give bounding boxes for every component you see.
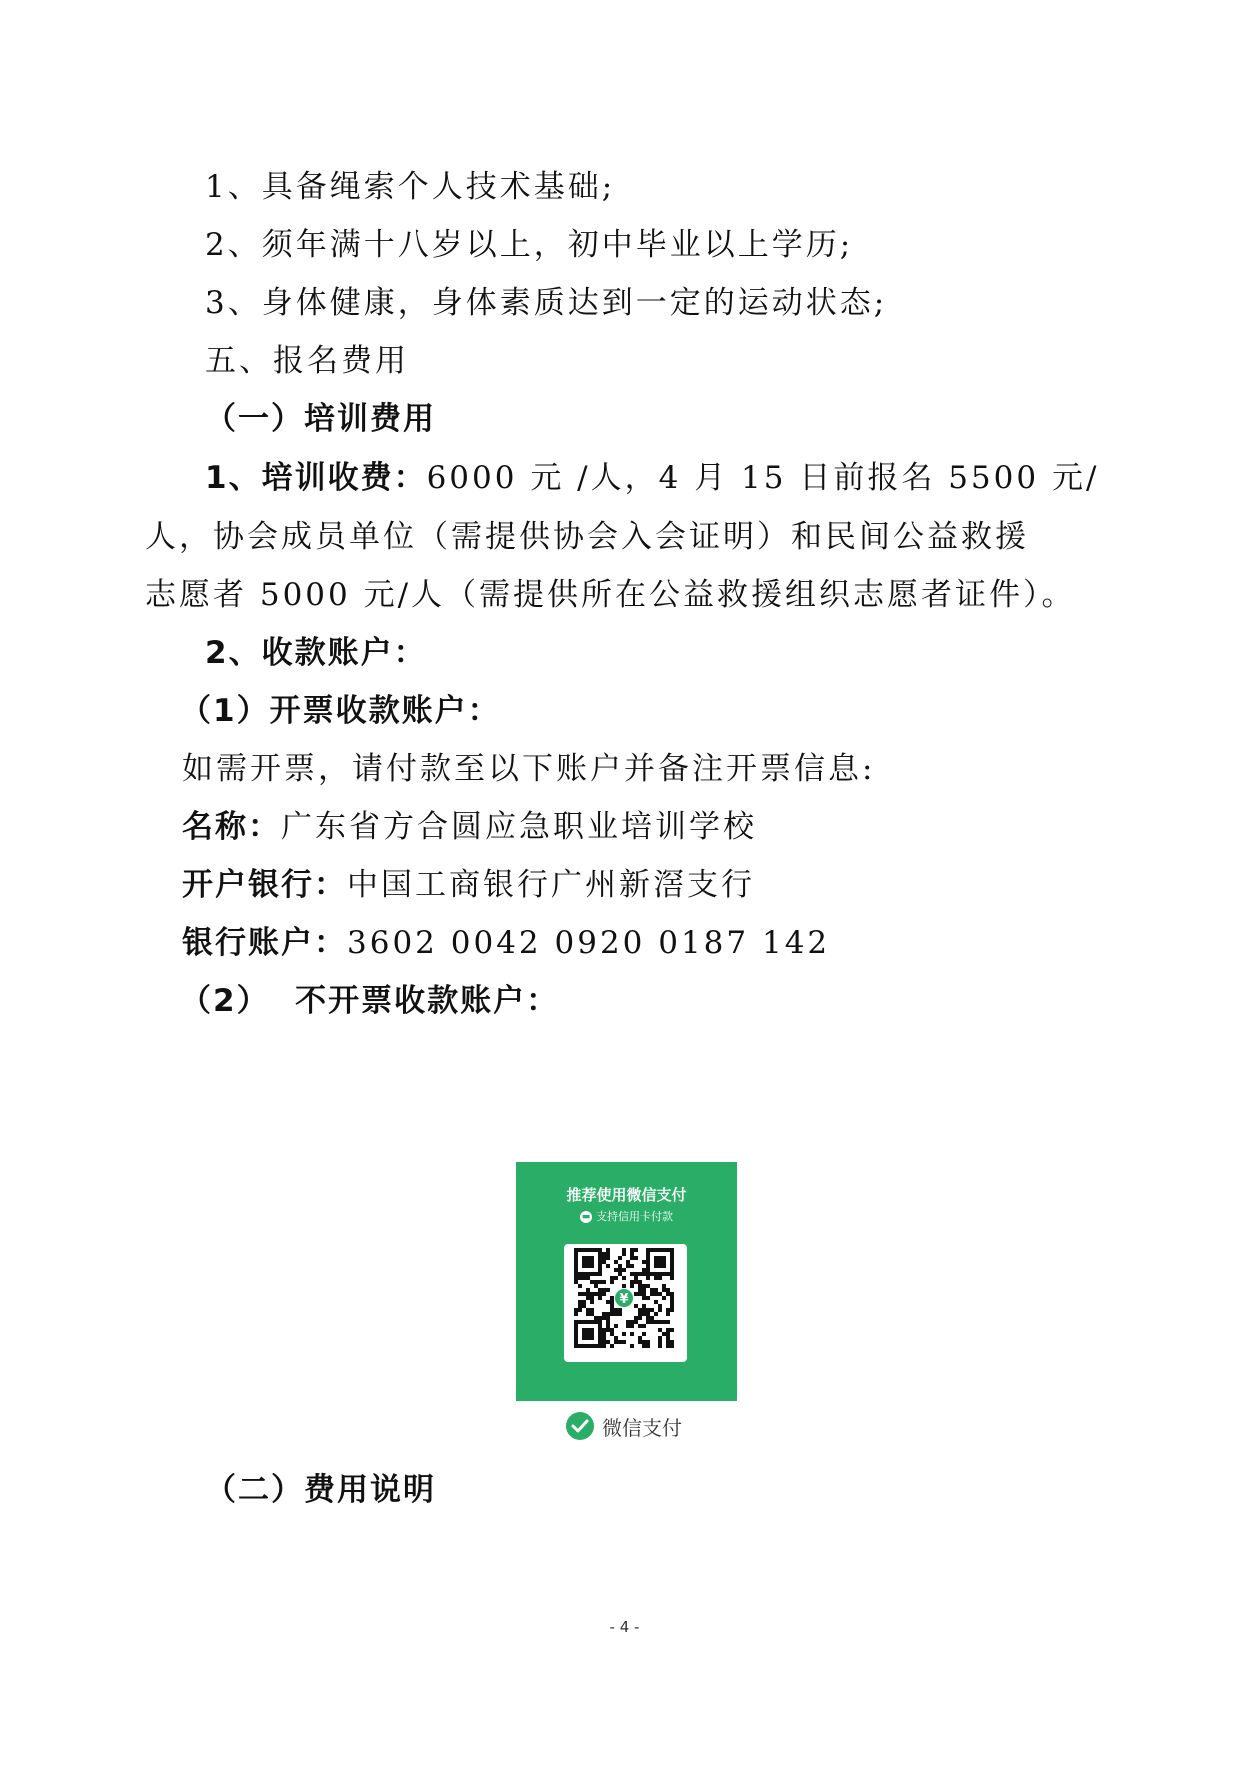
qr-module: [634, 1256, 638, 1260]
qr-module: [662, 1296, 666, 1300]
qr-module: [578, 1304, 582, 1308]
qr-module: [626, 1260, 630, 1264]
qr-module: [606, 1328, 610, 1332]
qr-module: [578, 1308, 582, 1312]
qr-module: [642, 1312, 646, 1316]
qr-module: [618, 1272, 622, 1276]
requirement-2: 2、须年满十八岁以上，初中毕业以上学历;: [205, 227, 854, 263]
qr-module: [650, 1292, 654, 1296]
qr-module: [630, 1332, 634, 1336]
qr-module: [618, 1340, 622, 1344]
qr-module: [602, 1260, 606, 1264]
qr-module: [630, 1248, 634, 1252]
qr-module: [594, 1316, 598, 1320]
qr-module: [638, 1340, 642, 1344]
qr-card-subtitle-row: [516, 1208, 737, 1224]
qr-module: [606, 1252, 610, 1256]
qr-module: [606, 1256, 610, 1260]
fee-line-1: [205, 458, 1099, 498]
qr-module: [586, 1288, 590, 1292]
wechat-pay-label: 微信支付: [602, 1416, 682, 1440]
qr-module: [638, 1272, 642, 1276]
qr-module: [670, 1304, 674, 1308]
bank-branch-value: 中国工商银行广州新滘支行: [347, 867, 755, 903]
qr-module: [614, 1312, 618, 1316]
qr-module: [666, 1332, 670, 1336]
qr-module: [610, 1280, 614, 1284]
qr-module: [574, 1276, 578, 1280]
qr-module: [658, 1304, 662, 1308]
qr-module: [610, 1304, 614, 1308]
qr-module: [610, 1344, 614, 1348]
qr-module: [602, 1288, 606, 1292]
qr-module: [606, 1264, 610, 1268]
qr-module: [614, 1268, 618, 1272]
qr-module: [614, 1260, 618, 1264]
qr-module: [650, 1316, 654, 1320]
qr-module: [650, 1320, 654, 1324]
section-5-title: 五、报名费用: [205, 343, 409, 379]
qr-module: [654, 1300, 658, 1304]
qr-module: [602, 1292, 606, 1296]
qr-center-symbol: ¥: [619, 1292, 629, 1307]
subsection-1-title: （一）培训费用: [205, 401, 436, 437]
bank-account-row: [182, 923, 830, 963]
page-number: - 4 -: [609, 1618, 640, 1636]
qr-org-name: 广东省方合圆应急职业培训学校: [570, 1351, 683, 1360]
qr-module: [658, 1276, 662, 1280]
qr-module: [602, 1312, 606, 1316]
invoice-account-title: （1）开票收款账户：: [180, 693, 501, 729]
qr-module: [622, 1268, 626, 1272]
qr-module: [610, 1296, 614, 1300]
qr-module: [598, 1292, 602, 1296]
qr-module: [602, 1340, 606, 1344]
qr-module: [610, 1276, 614, 1280]
qr-module: [638, 1312, 642, 1316]
qr-module: [586, 1276, 590, 1280]
qr-module: [642, 1344, 646, 1348]
qr-module: [658, 1340, 662, 1344]
qr-module: [602, 1256, 606, 1260]
qr-module: [638, 1280, 642, 1284]
qr-module: [634, 1320, 638, 1324]
qr-module: [634, 1292, 638, 1296]
account-title: 2、收款账户：: [205, 635, 427, 671]
qr-module: [610, 1332, 614, 1336]
qr-module: [606, 1340, 610, 1344]
qr-module: [590, 1292, 594, 1296]
qr-module: [626, 1324, 630, 1328]
qr-module: [610, 1328, 614, 1332]
qr-module: [610, 1300, 614, 1304]
qr-module: [638, 1308, 642, 1312]
qr-module: [630, 1252, 634, 1256]
qr-module: [642, 1268, 646, 1272]
fee-line-3: 志愿者 5000 元/人（需提供所在公益救援组织志愿者证件）。: [145, 577, 1076, 613]
qr-module: [634, 1304, 638, 1308]
qr-module: [650, 1288, 654, 1292]
qr-module: [646, 1344, 650, 1348]
requirement-1: 1、具备绳索个人技术基础;: [205, 169, 616, 205]
qr-module: [590, 1296, 594, 1300]
qr-module: [658, 1328, 662, 1332]
qr-module: [586, 1312, 590, 1316]
qr-module: [646, 1320, 650, 1324]
bank-branch-label: 开户银行：: [182, 867, 347, 903]
qr-module: [574, 1308, 578, 1312]
qr-module: [646, 1296, 650, 1300]
qr-module: [618, 1268, 622, 1272]
qr-module: [662, 1320, 666, 1324]
qr-module: [642, 1324, 646, 1328]
qr-module: [590, 1280, 594, 1284]
qr-module: [614, 1276, 618, 1280]
qr-module: [598, 1316, 602, 1320]
qr-module: [618, 1308, 622, 1312]
qr-module: [646, 1308, 650, 1312]
qr-module: [642, 1292, 646, 1296]
qr-module: [666, 1344, 670, 1348]
qr-module: [618, 1256, 622, 1260]
qr-module: [666, 1292, 670, 1296]
qr-module: [630, 1280, 634, 1284]
qr-module: [650, 1308, 654, 1312]
qr-module: [622, 1340, 626, 1344]
qr-module: [638, 1284, 642, 1288]
qr-module: [670, 1340, 674, 1344]
qr-module: [622, 1276, 626, 1280]
qr-module: [618, 1264, 622, 1268]
qr-module: [602, 1344, 606, 1348]
qr-module: [622, 1252, 626, 1256]
qr-module: [642, 1340, 646, 1344]
qr-module: [670, 1300, 674, 1304]
qr-module: [634, 1280, 638, 1284]
qr-module: [666, 1320, 670, 1324]
qr-module: [658, 1292, 662, 1296]
qr-module: [586, 1296, 590, 1300]
qr-module: [606, 1316, 610, 1320]
fee-label: 1、培训收费：: [205, 460, 427, 496]
bank-branch-row: [182, 865, 755, 905]
qr-module: [634, 1276, 638, 1280]
qr-module: [602, 1316, 606, 1320]
qr-module: [638, 1316, 642, 1320]
qr-module: [630, 1284, 634, 1288]
qr-module: [670, 1276, 674, 1280]
qr-module: [590, 1300, 594, 1304]
qr-module: [654, 1292, 658, 1296]
qr-module: [634, 1272, 638, 1276]
qr-module: [598, 1280, 602, 1284]
qr-module: [638, 1288, 642, 1292]
requirement-3: 3、身体健康，身体素质达到一定的运动状态;: [205, 285, 888, 321]
qr-module: [646, 1284, 650, 1288]
no-invoice-account-title: （2） 不开票收款账户：: [180, 983, 560, 1019]
qr-module: [594, 1280, 598, 1284]
qr-module: [642, 1284, 646, 1288]
qr-module: [662, 1288, 666, 1292]
qr-card-title: 推荐使用微信支付: [566, 1186, 687, 1204]
bank-account-label: 银行账户：: [182, 925, 347, 961]
qr-module: [602, 1252, 606, 1256]
qr-card-subtitle: 支持信用卡付款: [596, 1210, 673, 1223]
qr-module: [642, 1332, 646, 1336]
qr-module: [578, 1284, 582, 1288]
qr-module: [670, 1292, 674, 1296]
qr-module: [590, 1308, 594, 1312]
qr-module: [582, 1292, 586, 1296]
qr-module: [642, 1308, 646, 1312]
credit-card-icon: ▬: [581, 1212, 591, 1222]
qr-module: [642, 1272, 646, 1276]
qr-module: [598, 1296, 602, 1300]
qr-module: [618, 1312, 622, 1316]
qr-module: [622, 1248, 626, 1252]
qr-module: [638, 1324, 642, 1328]
qr-module: [658, 1308, 662, 1312]
qr-module: [578, 1292, 582, 1296]
qr-module: [666, 1328, 670, 1332]
qr-module: [606, 1248, 610, 1252]
qr-module: [666, 1308, 670, 1312]
qr-module: [606, 1320, 610, 1324]
qr-module: [642, 1260, 646, 1264]
qr-module: [574, 1312, 578, 1316]
qr-module: [666, 1336, 670, 1340]
qr-module: [646, 1276, 650, 1280]
wechat-pay-qr-card: [516, 1162, 737, 1401]
qr-module: [578, 1300, 582, 1304]
bank-name-row: [182, 807, 757, 847]
qr-module: [630, 1264, 634, 1268]
qr-module: [606, 1324, 610, 1328]
qr-module: [654, 1320, 658, 1324]
qr-module: [586, 1308, 590, 1312]
qr-module: [614, 1340, 618, 1344]
qr-module: [642, 1296, 646, 1300]
qr-module: [602, 1332, 606, 1336]
qr-module: [610, 1308, 614, 1312]
bank-account-value: 3602 0042 0920 0187 142: [347, 925, 831, 961]
qr-module: [586, 1292, 590, 1296]
qr-module: [646, 1316, 650, 1320]
qr-module: [642, 1288, 646, 1292]
qr-module: [646, 1312, 650, 1316]
qr-module: [670, 1344, 674, 1348]
bank-name-label: 名称：: [182, 809, 281, 845]
qr-module: [658, 1320, 662, 1324]
qr-module: [602, 1336, 606, 1340]
qr-module: [630, 1256, 634, 1260]
bank-name-value: 广东省方合圆应急职业培训学校: [281, 809, 757, 845]
qr-finder-pattern: [582, 1256, 594, 1268]
qr-module: [614, 1308, 618, 1312]
qr-module: [598, 1288, 602, 1292]
qr-module: [614, 1324, 618, 1328]
qr-module: [662, 1332, 666, 1336]
qr-module: [590, 1312, 594, 1316]
qr-module: [606, 1312, 610, 1316]
qr-module: [606, 1300, 610, 1304]
qr-module: [602, 1328, 606, 1332]
qr-module: [622, 1284, 626, 1288]
qr-module: [630, 1320, 634, 1324]
qr-module: [646, 1340, 650, 1344]
qr-module: [638, 1292, 642, 1296]
qr-module: [614, 1336, 618, 1340]
qr-finder-pattern: [654, 1256, 666, 1268]
qr-module: [630, 1344, 634, 1348]
qr-module: [606, 1288, 610, 1292]
fee-line-1-text: 6000 元 /人，4 月 15 日前报名 5500 元/: [426, 460, 1100, 496]
qr-module: [642, 1304, 646, 1308]
qr-module: [594, 1284, 598, 1288]
qr-module: [634, 1316, 638, 1320]
subsection-2-title: （二）费用说明: [205, 1472, 436, 1508]
qr-code-graphic: [564, 1244, 687, 1362]
qr-module: [582, 1300, 586, 1304]
qr-module: [594, 1292, 598, 1296]
qr-module: [654, 1276, 658, 1280]
qr-module: [630, 1324, 634, 1328]
qr-module: [630, 1272, 634, 1276]
qr-module: [666, 1340, 670, 1344]
qr-module: [626, 1264, 630, 1268]
qr-module: [634, 1248, 638, 1252]
qr-module: [670, 1296, 674, 1300]
qr-finder-pattern: [582, 1328, 594, 1340]
qr-module: [582, 1276, 586, 1280]
qr-module: [610, 1312, 614, 1316]
qr-module: [662, 1284, 666, 1288]
qr-module: [654, 1312, 658, 1316]
qr-module: [658, 1336, 662, 1340]
qr-module: [670, 1328, 674, 1332]
wechat-pay-icon: [565, 1411, 595, 1441]
qr-module: [626, 1320, 630, 1324]
qr-module: [602, 1280, 606, 1284]
qr-module: [666, 1288, 670, 1292]
qr-module: [666, 1312, 670, 1316]
qr-module: [670, 1308, 674, 1312]
qr-module: [582, 1304, 586, 1308]
qr-module: [658, 1344, 662, 1348]
qr-module: [578, 1276, 582, 1280]
invoice-note: 如需开票，请付款至以下账户并备注开票信息:: [182, 751, 876, 787]
qr-module: [654, 1288, 658, 1292]
fee-line-2: 人，协会成员单位（需提供协会入会证明）和民间公益救援: [145, 519, 1029, 555]
qr-module: [622, 1332, 626, 1336]
qr-module: [574, 1280, 578, 1284]
qr-code[interactable]: [564, 1244, 687, 1362]
qr-module: [638, 1336, 642, 1340]
